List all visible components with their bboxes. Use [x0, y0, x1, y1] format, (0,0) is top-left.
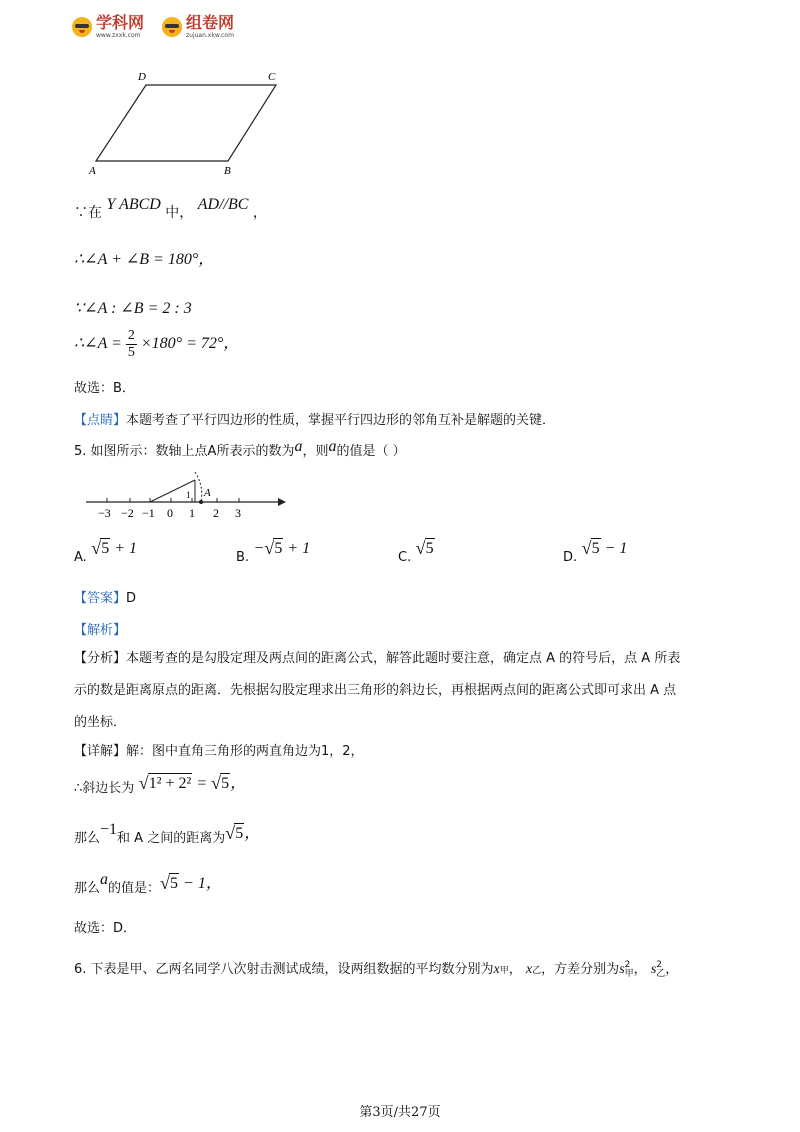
text: 中，: [165, 205, 194, 221]
fraction: [126, 328, 137, 361]
text: ，方差分别为: [541, 962, 620, 977]
text: 本题考查的是勾股定理及两点间的距离公式，解答此题时要注意，确定点 A 的符号后，点 A 所表: [126, 651, 681, 666]
option-label: A.: [74, 550, 87, 565]
option-expression: [254, 540, 311, 557]
text: − 1: [600, 540, 628, 557]
tick-label: −3: [98, 506, 111, 520]
mean-symbol: x: [525, 962, 533, 977]
logo-name: 组卷网: [186, 13, 235, 32]
expression: [139, 775, 246, 792]
variable: a: [100, 871, 109, 888]
parallel-statement: AD//BC: [197, 196, 249, 213]
text: ，: [244, 825, 261, 842]
analysis-line-2: 示的数是距离原点的距离．先根据勾股定理求出三角形的斜边长，再根据两点间的距离公式即可求出 A 点: [74, 683, 677, 698]
answer-line: [74, 587, 136, 606]
superscript: 2: [656, 959, 662, 970]
solution-line-4: [74, 328, 239, 361]
radicand: 5: [101, 540, 110, 557]
answer-tag: 【答案】: [74, 591, 127, 606]
tick-label: 2: [213, 506, 219, 520]
text: 6. 下表是甲、乙两名同学八次射击测试成绩，设两组数据的平均数分别为: [74, 962, 494, 977]
point-a-dot: [199, 500, 203, 504]
option-label: B.: [236, 550, 250, 565]
zujuanwang-logo: [162, 12, 234, 42]
detail-line-4: [74, 870, 222, 896]
solution-line-3: ∵∠A : ∠B = 2 : 3: [74, 300, 192, 317]
text: ，: [665, 962, 679, 977]
text: ∴斜边长为: [74, 781, 135, 796]
choice-line: 故选：D．: [74, 921, 137, 936]
text: ∴∠A =: [74, 335, 122, 353]
text: ，: [508, 962, 522, 977]
comment-line: [74, 409, 555, 428]
sup-sub: [625, 961, 634, 979]
analysis-line-1: [74, 647, 680, 666]
detail-tag: 【详解】: [74, 744, 127, 759]
analysis-tag: 【解析】: [74, 623, 127, 638]
option-expression: [416, 540, 435, 557]
text: −: [253, 540, 265, 557]
text: 5. 如图所示：数轴上点: [74, 444, 208, 459]
mascot-icon: [162, 17, 182, 37]
compass-arc: [195, 472, 202, 502]
vertex-label-d: D: [138, 71, 146, 83]
option-label: D.: [563, 550, 578, 565]
superscript: 2: [624, 959, 631, 970]
variable: a: [294, 438, 303, 455]
sqrt: √ 5: [91, 538, 110, 558]
radicand: 5: [591, 540, 600, 557]
answer-value: D: [126, 591, 137, 606]
radicand: 1² + 2²: [148, 775, 192, 792]
option-expression: [582, 540, 628, 557]
vertex-label-c: C: [268, 71, 276, 83]
numerator: 2: [127, 328, 135, 343]
tick-label: 3: [235, 506, 241, 520]
radicand: 5: [425, 540, 434, 557]
solution-line-2: ∴∠A + ∠B = 180°，: [74, 251, 215, 268]
text: 所表示的数为: [216, 444, 295, 459]
tick-label: 1: [189, 506, 195, 520]
subscript: 甲: [499, 966, 509, 976]
logo-url: zujuan.xkw.com: [186, 32, 234, 39]
radicand: 5: [235, 825, 244, 842]
text: 解：图中直角三角形的两直角边为1，2，: [126, 744, 364, 759]
detail-line-1: [74, 740, 364, 759]
comment-tag: 【点睛】: [74, 413, 127, 428]
text: 和 A 之间的距离为: [117, 831, 226, 846]
variance-symbol: s: [619, 962, 625, 977]
comment-text: 本题考查了平行四边形的性质，掌握平行四边形的邻角互补是解题的关键．: [126, 413, 556, 428]
point-label: A: [207, 444, 217, 459]
sqrt: √ 5: [211, 773, 230, 793]
question-6-stem: [74, 958, 678, 979]
sqrt: √ 5: [415, 538, 434, 558]
option-expression: [91, 540, 137, 557]
subscript: 乙: [656, 968, 666, 979]
radicand: 5: [170, 875, 179, 892]
text: ，则: [302, 444, 329, 459]
expression: [160, 875, 222, 892]
option-a[interactable]: [74, 538, 138, 565]
radicand: 5: [221, 775, 230, 792]
text: ∵在: [74, 205, 102, 221]
parallelogram-shape: [96, 85, 276, 161]
text: − 1，: [179, 875, 222, 892]
subscript: 甲: [624, 968, 634, 979]
option-d[interactable]: [563, 538, 628, 565]
parallelogram-figure: [80, 68, 300, 180]
option-b[interactable]: [236, 538, 311, 565]
option-label: C.: [398, 550, 412, 565]
point-a-label: A: [204, 487, 211, 499]
sqrt: √ 5: [264, 538, 283, 558]
text: + 1: [283, 540, 311, 557]
sqrt: √ 5: [581, 538, 600, 558]
text: 那么: [74, 831, 101, 846]
solution-line-1: [74, 196, 267, 222]
sqrt: √ 5: [160, 873, 179, 893]
sqrt: √ 1² + 2²: [138, 773, 192, 793]
detail-line-2: [74, 770, 247, 796]
expression: [225, 825, 260, 842]
tick-label: −1: [142, 506, 155, 520]
subscript: 乙: [532, 966, 542, 976]
option-c[interactable]: [398, 538, 435, 565]
radicand: 5: [274, 540, 283, 557]
variable: a: [328, 438, 337, 455]
tick-label: 0: [167, 506, 173, 520]
choice-line: 故选：B．: [74, 381, 135, 396]
parallelogram-notation: Y ABCD: [106, 196, 161, 213]
text: 那么: [74, 881, 101, 896]
denominator: 5: [127, 345, 135, 360]
sqrt: √ 5: [225, 823, 244, 843]
question-5-stem: [74, 440, 406, 460]
fenxi-tag: 【分析】: [74, 651, 127, 666]
number-line-figure: [80, 462, 300, 524]
text: ，: [633, 962, 647, 977]
text: ，: [230, 775, 247, 792]
sup-sub: [656, 961, 665, 979]
logo-url: www.zxxk.com: [96, 32, 141, 39]
vertex-label-b: B: [224, 165, 231, 177]
logo-name: 学科网: [96, 13, 145, 32]
tick-label: −2: [121, 506, 134, 520]
mascot-icon: [72, 17, 92, 37]
text: ，: [252, 205, 267, 221]
page-number: 第3页/共27页: [359, 1105, 441, 1120]
analysis-line-3: 的坐标．: [74, 715, 127, 730]
text: 的值是：: [108, 881, 161, 896]
axis-arrow-icon: [278, 498, 286, 506]
text: + 1: [110, 540, 138, 557]
leg-length-label: 1: [186, 490, 191, 500]
detail-line-3: [74, 820, 261, 846]
text: 的值是（ ）: [336, 444, 406, 459]
text: =: [192, 775, 212, 792]
vertex-label-a: A: [89, 165, 96, 177]
value: −1: [100, 821, 118, 838]
variance-symbol: s: [650, 962, 657, 977]
xuekewang-logo: [72, 12, 144, 42]
text: ×180° = 72°，: [140, 335, 240, 353]
mean-symbol: x: [493, 962, 500, 977]
